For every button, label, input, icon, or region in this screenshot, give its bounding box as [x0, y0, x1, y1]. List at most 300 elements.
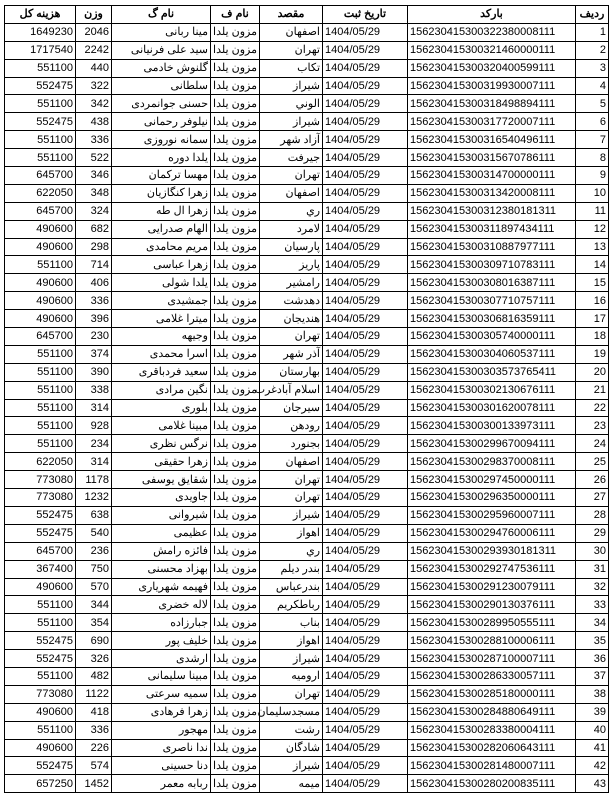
- cell-weight: 230: [76, 328, 112, 346]
- cell-sender-name: مزون یلدا: [211, 220, 260, 238]
- cell-registration-date: 1404/05/29: [323, 471, 408, 489]
- cell-total-cost: 622050: [5, 184, 76, 202]
- cell-row-number: 37: [576, 667, 609, 685]
- cell-registration-date: 1404/05/29: [323, 41, 408, 59]
- table-row: [5, 381, 609, 399]
- cell-weight: 236: [76, 542, 112, 560]
- cell-weight: 406: [76, 274, 112, 292]
- cell-barcode: 156230415300322380008111: [408, 23, 576, 41]
- cell-total-cost: 622050: [5, 453, 76, 471]
- cell-sender-name: مزون یلدا: [211, 95, 260, 113]
- table-row: [5, 435, 609, 453]
- cell-destination: شادگان: [260, 739, 323, 757]
- table-row: [5, 417, 609, 435]
- cell-weight: 346: [76, 167, 112, 185]
- cell-total-cost: 551100: [5, 95, 76, 113]
- cell-barcode: 156230415300285180000111: [408, 685, 576, 703]
- cell-total-cost: 551100: [5, 149, 76, 167]
- cell-weight: 574: [76, 757, 112, 775]
- cell-row-number: 12: [576, 220, 609, 238]
- cell-barcode: 156230415300314700000111: [408, 167, 576, 185]
- cell-sender-name: مزون یلدا: [211, 435, 260, 453]
- cell-recipient-name: نرگس نظری: [112, 435, 211, 453]
- cell-weight: 374: [76, 345, 112, 363]
- cell-barcode: 156230415300283380004111: [408, 721, 576, 739]
- cell-weight: 354: [76, 614, 112, 632]
- cell-recipient-name: بلوری: [112, 399, 211, 417]
- cell-recipient-name: ندا ناصری: [112, 739, 211, 757]
- cell-destination: هندیجان: [260, 310, 323, 328]
- cell-recipient-name: مینا ربانی: [112, 23, 211, 41]
- cell-sender-name: مزون یلدا: [211, 381, 260, 399]
- cell-recipient-name: زهرا فرهادی: [112, 703, 211, 721]
- header-weight: وزن: [76, 6, 112, 24]
- cell-registration-date: 1404/05/29: [323, 739, 408, 757]
- cell-recipient-name: یلدا دوره: [112, 149, 211, 167]
- cell-destination: ارومیه: [260, 667, 323, 685]
- cell-registration-date: 1404/05/29: [323, 328, 408, 346]
- cell-total-cost: 552475: [5, 757, 76, 775]
- cell-row-number: 27: [576, 489, 609, 507]
- cell-row-number: 42: [576, 757, 609, 775]
- cell-registration-date: 1404/05/29: [323, 667, 408, 685]
- table-row: [5, 363, 609, 381]
- cell-destination: رشت: [260, 721, 323, 739]
- cell-recipient-name: سید علی فرنیانی: [112, 41, 211, 59]
- cell-sender-name: مزون یلدا: [211, 739, 260, 757]
- cell-recipient-name: اسرا محمدی: [112, 345, 211, 363]
- cell-destination: سیرجان: [260, 399, 323, 417]
- cell-destination: اسلام آبادغرب: [260, 381, 323, 399]
- table-row: [5, 202, 609, 220]
- table-row: [5, 167, 609, 185]
- cell-barcode: 156230415300305740000111: [408, 328, 576, 346]
- cell-destination: تهران: [260, 328, 323, 346]
- cell-barcode: 156230415300297450000111: [408, 471, 576, 489]
- cell-registration-date: 1404/05/29: [323, 167, 408, 185]
- header-registration-date: تاریخ ثبت: [323, 6, 408, 24]
- cell-destination: اصفهان: [260, 184, 323, 202]
- cell-destination: تهران: [260, 685, 323, 703]
- cell-row-number: 34: [576, 614, 609, 632]
- cell-weight: 336: [76, 292, 112, 310]
- cell-recipient-name: مریم محامدی: [112, 238, 211, 256]
- cell-total-cost: 773080: [5, 685, 76, 703]
- table-row: [5, 77, 609, 95]
- cell-barcode: 156230415300288100006111: [408, 632, 576, 650]
- cell-sender-name: مزون یلدا: [211, 506, 260, 524]
- cell-weight: 226: [76, 739, 112, 757]
- table-row: [5, 757, 609, 775]
- cell-registration-date: 1404/05/29: [323, 489, 408, 507]
- cell-total-cost: 490600: [5, 238, 76, 256]
- cell-weight: 682: [76, 220, 112, 238]
- cell-total-cost: 551100: [5, 435, 76, 453]
- cell-weight: 338: [76, 381, 112, 399]
- cell-destination: شیراز: [260, 506, 323, 524]
- cell-destination: اهواز: [260, 524, 323, 542]
- cell-recipient-name: وجیهه: [112, 328, 211, 346]
- cell-destination: اصفهان: [260, 23, 323, 41]
- cell-barcode: 156230415300287100007111: [408, 650, 576, 668]
- cell-total-cost: 552475: [5, 632, 76, 650]
- cell-row-number: 9: [576, 167, 609, 185]
- table-row: [5, 703, 609, 721]
- cell-weight: 234: [76, 435, 112, 453]
- cell-total-cost: 551100: [5, 381, 76, 399]
- cell-total-cost: 645700: [5, 328, 76, 346]
- cell-row-number: 11: [576, 202, 609, 220]
- cell-barcode: 156230415300281480007111: [408, 757, 576, 775]
- cell-sender-name: مزون یلدا: [211, 328, 260, 346]
- cell-row-number: 2: [576, 41, 609, 59]
- cell-registration-date: 1404/05/29: [323, 131, 408, 149]
- cell-row-number: 41: [576, 739, 609, 757]
- cell-barcode: 156230415300308016387111: [408, 274, 576, 292]
- cell-total-cost: 490600: [5, 292, 76, 310]
- table-row: [5, 149, 609, 167]
- cell-sender-name: مزون یلدا: [211, 399, 260, 417]
- cell-barcode: 156230415300311897434111: [408, 220, 576, 238]
- cell-registration-date: 1404/05/29: [323, 274, 408, 292]
- table-row: [5, 220, 609, 238]
- cell-row-number: 1: [576, 23, 609, 41]
- table-row: [5, 310, 609, 328]
- cell-recipient-name: بهزاد محسنی: [112, 560, 211, 578]
- cell-destination: جیرفت: [260, 149, 323, 167]
- cell-destination: میمه: [260, 775, 323, 793]
- cell-registration-date: 1404/05/29: [323, 578, 408, 596]
- cell-row-number: 6: [576, 113, 609, 131]
- cell-row-number: 29: [576, 524, 609, 542]
- cell-row-number: 38: [576, 685, 609, 703]
- cell-recipient-name: دنا حسینی: [112, 757, 211, 775]
- cell-barcode: 156230415300282060643111: [408, 739, 576, 757]
- table-row: [5, 685, 609, 703]
- cell-recipient-name: زهرا عباسی: [112, 256, 211, 274]
- cell-barcode: 156230415300317720007111: [408, 113, 576, 131]
- cell-row-number: 3: [576, 59, 609, 77]
- cell-row-number: 10: [576, 184, 609, 202]
- cell-recipient-name: فهیمه شهریاری: [112, 578, 211, 596]
- cell-recipient-name: مبینا غلامی: [112, 417, 211, 435]
- cell-barcode: 156230415300310887977111: [408, 238, 576, 256]
- header-recipient-name: نام گ: [112, 6, 211, 24]
- cell-sender-name: مزون یلدا: [211, 775, 260, 793]
- cell-total-cost: 645700: [5, 202, 76, 220]
- cell-destination: لامرد: [260, 220, 323, 238]
- cell-destination: اهواز: [260, 632, 323, 650]
- cell-weight: 314: [76, 453, 112, 471]
- cell-destination: پارسیان: [260, 238, 323, 256]
- cell-registration-date: 1404/05/29: [323, 399, 408, 417]
- cell-sender-name: مزون یلدا: [211, 489, 260, 507]
- table-row: [5, 614, 609, 632]
- cell-registration-date: 1404/05/29: [323, 202, 408, 220]
- cell-recipient-name: زهرا ال طه: [112, 202, 211, 220]
- cell-weight: 440: [76, 59, 112, 77]
- cell-row-number: 33: [576, 596, 609, 614]
- cell-row-number: 7: [576, 131, 609, 149]
- cell-destination: شیراز: [260, 113, 323, 131]
- cell-weight: 418: [76, 703, 112, 721]
- cell-registration-date: 1404/05/29: [323, 614, 408, 632]
- cell-sender-name: مزون یلدا: [211, 41, 260, 59]
- cell-weight: 1232: [76, 489, 112, 507]
- cell-registration-date: 1404/05/29: [323, 256, 408, 274]
- cell-barcode: 156230415300304060537111: [408, 345, 576, 363]
- header-destination: مقصد: [260, 6, 323, 24]
- cell-registration-date: 1404/05/29: [323, 775, 408, 793]
- table-row: [5, 775, 609, 793]
- cell-sender-name: مزون یلدا: [211, 560, 260, 578]
- cell-row-number: 23: [576, 417, 609, 435]
- cell-destination: شیراز: [260, 757, 323, 775]
- cell-destination: بهارستان: [260, 363, 323, 381]
- cell-total-cost: 490600: [5, 274, 76, 292]
- cell-registration-date: 1404/05/29: [323, 506, 408, 524]
- cell-registration-date: 1404/05/29: [323, 560, 408, 578]
- cell-weight: 298: [76, 238, 112, 256]
- cell-barcode: 156230415300318498894111: [408, 95, 576, 113]
- cell-recipient-name: حسنی جوانمردی: [112, 95, 211, 113]
- cell-registration-date: 1404/05/29: [323, 77, 408, 95]
- cell-sender-name: مزون یلدا: [211, 345, 260, 363]
- cell-total-cost: 551100: [5, 667, 76, 685]
- cell-barcode: 156230415300302130676111: [408, 381, 576, 399]
- cell-sender-name: مزون یلدا: [211, 703, 260, 721]
- table-row: [5, 471, 609, 489]
- cell-recipient-name: جبارزاده: [112, 614, 211, 632]
- cell-destination: تکاب: [260, 59, 323, 77]
- header-row-number: ردیف: [576, 6, 609, 24]
- cell-barcode: 156230415300295960007111: [408, 506, 576, 524]
- cell-registration-date: 1404/05/29: [323, 524, 408, 542]
- cell-destination: رامشیر: [260, 274, 323, 292]
- cell-barcode: 156230415300293930181311: [408, 542, 576, 560]
- cell-barcode: 156230415300306816359111: [408, 310, 576, 328]
- cell-recipient-name: الهام صدرایی: [112, 220, 211, 238]
- cell-row-number: 32: [576, 578, 609, 596]
- cell-row-number: 39: [576, 703, 609, 721]
- cell-recipient-name: فائزه رامش: [112, 542, 211, 560]
- cell-destination: ري: [260, 202, 323, 220]
- cell-barcode: 156230415300280200835111: [408, 775, 576, 793]
- cell-registration-date: 1404/05/29: [323, 149, 408, 167]
- cell-total-cost: 551100: [5, 131, 76, 149]
- cell-total-cost: 1717540: [5, 41, 76, 59]
- table-row: [5, 632, 609, 650]
- cell-barcode: 156230415300296350000111: [408, 489, 576, 507]
- cell-weight: 1452: [76, 775, 112, 793]
- cell-total-cost: 645700: [5, 542, 76, 560]
- table-row: [5, 184, 609, 202]
- cell-weight: 714: [76, 256, 112, 274]
- cell-total-cost: 552475: [5, 113, 76, 131]
- cell-weight: 928: [76, 417, 112, 435]
- cell-recipient-name: سمانه نوروزی: [112, 131, 211, 149]
- cell-row-number: 18: [576, 328, 609, 346]
- table-row: [5, 41, 609, 59]
- cell-registration-date: 1404/05/29: [323, 632, 408, 650]
- cell-barcode: 156230415300298370008111: [408, 453, 576, 471]
- cell-recipient-name: شقایق یوسفی: [112, 471, 211, 489]
- cell-row-number: 22: [576, 399, 609, 417]
- cell-barcode: 156230415300307710757111: [408, 292, 576, 310]
- cell-weight: 482: [76, 667, 112, 685]
- cell-destination: تهران: [260, 471, 323, 489]
- cell-total-cost: 773080: [5, 489, 76, 507]
- cell-destination: الوني: [260, 95, 323, 113]
- cell-recipient-name: مبینا سلیمانی: [112, 667, 211, 685]
- cell-barcode: 156230415300320400599111: [408, 59, 576, 77]
- cell-row-number: 35: [576, 632, 609, 650]
- cell-sender-name: مزون یلدا: [211, 184, 260, 202]
- cell-row-number: 40: [576, 721, 609, 739]
- cell-total-cost: 552475: [5, 506, 76, 524]
- cell-total-cost: 551100: [5, 417, 76, 435]
- table-row: [5, 489, 609, 507]
- cell-registration-date: 1404/05/29: [323, 113, 408, 131]
- cell-destination: آذر شهر: [260, 345, 323, 363]
- cell-destination: دهدشت: [260, 292, 323, 310]
- cell-sender-name: مزون یلدا: [211, 596, 260, 614]
- cell-barcode: 156230415300291230079111: [408, 578, 576, 596]
- cell-total-cost: 552475: [5, 650, 76, 668]
- table-row: [5, 256, 609, 274]
- cell-destination: رودهن: [260, 417, 323, 435]
- cell-sender-name: مزون یلدا: [211, 167, 260, 185]
- cell-sender-name: مزون یلدا: [211, 292, 260, 310]
- cell-total-cost: 551100: [5, 345, 76, 363]
- cell-weight: 342: [76, 95, 112, 113]
- cell-row-number: 28: [576, 506, 609, 524]
- table-row: [5, 506, 609, 524]
- cell-sender-name: مزون یلدا: [211, 632, 260, 650]
- cell-recipient-name: زهرا کنگازیان: [112, 184, 211, 202]
- shipment-table: [4, 5, 609, 793]
- cell-recipient-name: گلنوش خادمی: [112, 59, 211, 77]
- cell-weight: 750: [76, 560, 112, 578]
- table-row: [5, 596, 609, 614]
- cell-destination: بجنورد: [260, 435, 323, 453]
- cell-sender-name: مزون یلدا: [211, 685, 260, 703]
- cell-recipient-name: لاله خضری: [112, 596, 211, 614]
- header-barcode: بارکد: [408, 6, 576, 24]
- cell-sender-name: مزون یلدا: [211, 310, 260, 328]
- cell-weight: 1178: [76, 471, 112, 489]
- cell-registration-date: 1404/05/29: [323, 238, 408, 256]
- cell-total-cost: 1649230: [5, 23, 76, 41]
- cell-weight: 690: [76, 632, 112, 650]
- cell-total-cost: 551100: [5, 721, 76, 739]
- cell-sender-name: مزون یلدا: [211, 578, 260, 596]
- cell-recipient-name: شیروانی: [112, 506, 211, 524]
- cell-barcode: 156230415300316540496111: [408, 131, 576, 149]
- cell-barcode: 156230415300299670094111: [408, 435, 576, 453]
- cell-barcode: 156230415300309710783111: [408, 256, 576, 274]
- cell-sender-name: مزون یلدا: [211, 667, 260, 685]
- cell-sender-name: مزون یلدا: [211, 721, 260, 739]
- table-row: [5, 238, 609, 256]
- cell-recipient-name: ربابه معمر: [112, 775, 211, 793]
- cell-barcode: 156230415300303573765411: [408, 363, 576, 381]
- table-row: [5, 274, 609, 292]
- cell-registration-date: 1404/05/29: [323, 650, 408, 668]
- cell-registration-date: 1404/05/29: [323, 757, 408, 775]
- cell-registration-date: 1404/05/29: [323, 363, 408, 381]
- cell-registration-date: 1404/05/29: [323, 435, 408, 453]
- cell-registration-date: 1404/05/29: [323, 453, 408, 471]
- cell-destination: بندرعباس: [260, 578, 323, 596]
- cell-row-number: 43: [576, 775, 609, 793]
- cell-total-cost: 490600: [5, 739, 76, 757]
- table-row: [5, 721, 609, 739]
- cell-barcode: 156230415300284880649111: [408, 703, 576, 721]
- cell-weight: 336: [76, 131, 112, 149]
- table-row: [5, 23, 609, 41]
- cell-recipient-name: ارشدی: [112, 650, 211, 668]
- cell-registration-date: 1404/05/29: [323, 596, 408, 614]
- cell-sender-name: مزون یلدا: [211, 77, 260, 95]
- cell-row-number: 4: [576, 77, 609, 95]
- cell-weight: 396: [76, 310, 112, 328]
- cell-row-number: 14: [576, 256, 609, 274]
- cell-row-number: 25: [576, 453, 609, 471]
- cell-barcode: 156230415300286330057111: [408, 667, 576, 685]
- cell-sender-name: مزون یلدا: [211, 524, 260, 542]
- cell-recipient-name: سلطانی: [112, 77, 211, 95]
- cell-destination: تهران: [260, 41, 323, 59]
- cell-destination: اصفهان: [260, 453, 323, 471]
- cell-total-cost: 490600: [5, 578, 76, 596]
- cell-total-cost: 551100: [5, 256, 76, 274]
- table-row: [5, 453, 609, 471]
- cell-registration-date: 1404/05/29: [323, 292, 408, 310]
- cell-total-cost: 551100: [5, 614, 76, 632]
- cell-weight: 348: [76, 184, 112, 202]
- cell-recipient-name: سعید فردباقری: [112, 363, 211, 381]
- table-body: [5, 23, 609, 792]
- cell-destination: مسجدسلیمان: [260, 703, 323, 721]
- cell-weight: 438: [76, 113, 112, 131]
- cell-row-number: 24: [576, 435, 609, 453]
- cell-total-cost: 773080: [5, 471, 76, 489]
- cell-registration-date: 1404/05/29: [323, 23, 408, 41]
- cell-registration-date: 1404/05/29: [323, 310, 408, 328]
- cell-barcode: 156230415300315670786111: [408, 149, 576, 167]
- cell-weight: 570: [76, 578, 112, 596]
- cell-total-cost: 490600: [5, 310, 76, 328]
- cell-barcode: 156230415300319930007111: [408, 77, 576, 95]
- cell-registration-date: 1404/05/29: [323, 417, 408, 435]
- cell-total-cost: 490600: [5, 220, 76, 238]
- cell-row-number: 36: [576, 650, 609, 668]
- cell-barcode: 156230415300292747536111: [408, 560, 576, 578]
- cell-row-number: 8: [576, 149, 609, 167]
- cell-weight: 2046: [76, 23, 112, 41]
- cell-weight: 322: [76, 77, 112, 95]
- header-sender-name: نام ف: [211, 6, 260, 24]
- cell-row-number: 30: [576, 542, 609, 560]
- cell-total-cost: 551100: [5, 596, 76, 614]
- cell-row-number: 26: [576, 471, 609, 489]
- cell-registration-date: 1404/05/29: [323, 685, 408, 703]
- table-row: [5, 739, 609, 757]
- cell-weight: 324: [76, 202, 112, 220]
- cell-barcode: 156230415300313420008111: [408, 184, 576, 202]
- table-row: [5, 542, 609, 560]
